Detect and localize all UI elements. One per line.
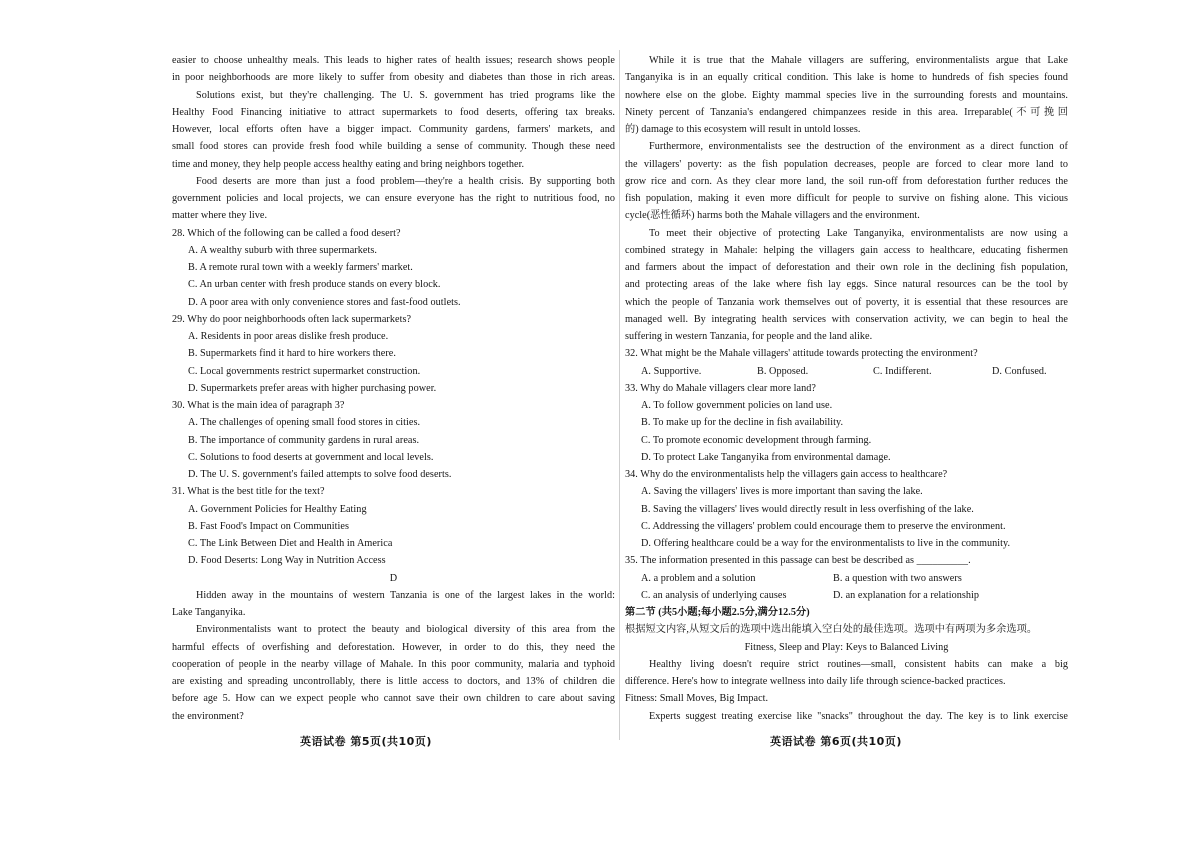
- text-line: which the people of Tanzania work themselves out of poverty, it is essential that these resources are: [625, 296, 1068, 308]
- option: D. The U. S. government's failed attempts to solve food deserts.: [188, 469, 452, 480]
- option: A. Supportive.: [641, 365, 702, 377]
- question-28: 28. Which of the following can be called a food desert?: [172, 227, 401, 239]
- option: A. A wealthy suburb with three supermarkets.: [188, 244, 377, 256]
- text-line: the villagers' poverty: as the fish population decreases, people are forced to clear more land to: [625, 158, 1068, 170]
- option: D. A poor area with only convenience stores and fast-food outlets.: [188, 296, 461, 308]
- text-line: matter where they live.: [172, 210, 268, 222]
- text-line: harmful effects of overfishing and deforestation. However, in order to do this, they need the: [172, 641, 615, 653]
- text-line: Environmentalists want to protect the beauty and biological diversity of this area from the: [196, 624, 615, 636]
- option: B. Supermarkets find it hard to hire workers there.: [188, 348, 396, 360]
- text-line: Experts suggest treating exercise like "snacks" throughout the day. The key is to link exercise: [649, 710, 1068, 722]
- option: D. an explanation for a relationship: [833, 589, 980, 601]
- option: D. Offering healthcare could be a way for the environmentalists to live in the community.: [641, 538, 1011, 549]
- option: C. Solutions to food deserts at government and local levels.: [188, 451, 434, 463]
- text-line: and protecting areas of the lake where fish lay eggs. Since natural resources can be the tool by: [625, 279, 1068, 291]
- question-32-options: [625, 363, 1068, 380]
- subheading: Fitness: Small Moves, Big Impact.: [625, 693, 769, 705]
- option: A. Saving the villagers' lives is more important than saving the lake.: [641, 486, 923, 498]
- passage-title: Fitness, Sleep and Play: Keys to Balanced Living: [744, 641, 949, 653]
- text-line: difference. Here's how to integrate wellness into daily life through science-backed practices.: [625, 676, 1006, 687]
- text-line: Solutions exist, but they're challenging. The U. S. government has tried programs like the: [196, 89, 615, 101]
- text-line: To meet their objective of protecting Lake Tanganyika, environmentalists are now using a: [649, 227, 1068, 239]
- question-35: 35. The information presented in this passage can best be described as __________.: [625, 555, 971, 567]
- option: B. Opposed.: [757, 365, 809, 377]
- text-line: the environment?: [172, 710, 244, 722]
- text-line: 的) damage to this ecosystem will result in untold losses.: [625, 124, 861, 135]
- question-32: 32. What might be the Mahale villagers' attitude towards protecting the environment?: [625, 348, 978, 360]
- question-33: 33. Why do Mahale villagers clear more land?: [625, 382, 816, 394]
- option: A. Government Policies for Healthy Eating: [188, 503, 367, 515]
- text-line: cycle(恶性循环) harms both the Mahale villagers and the environment.: [625, 210, 920, 222]
- text-line: combined strategy in Mahale: helping the villagers gain access to healthcare, educating fishermen: [625, 244, 1068, 256]
- question-35-options-row-2: [625, 587, 1068, 604]
- text-line: and farmers about the impact of deforestation and their own role in the declining fish population,: [625, 262, 1068, 273]
- passage-d-heading: D: [389, 572, 398, 584]
- text-line: fish population, making it even more difficult for people to survive on fishing alone. This vicious: [625, 193, 1068, 204]
- text-line: nowhere else on the globe. Eighty mammal species live in the surrounding forests and mountains.: [625, 89, 1068, 101]
- text-line: Food deserts are more than just a food problem—they're a health crisis. By supporting both: [196, 175, 615, 187]
- text-line: Healthy living doesn't require strict routines—small, consistent habits can make a big: [649, 658, 1068, 670]
- question-30: 30. What is the main idea of paragraph 3?: [172, 400, 345, 411]
- question-35-options-row-1: [625, 570, 1068, 587]
- text-line: in poor neighborhoods are more likely to suffer from obesity and diabetes than those in rich areas.: [172, 72, 615, 84]
- text-line: small food stores can provide fresh food while building a sense of community. Though these need: [172, 141, 615, 153]
- page-5-column: [172, 52, 615, 725]
- text-line: before age 5. How can we expect people who cannot save their own children to care about saving: [172, 693, 615, 705]
- question-34: 34. Why do the environmentalists help the villagers gain access to healthcare?: [625, 469, 948, 480]
- option: B. Fast Food's Impact on Communities: [188, 520, 349, 532]
- option: B. a question with two answers: [833, 572, 962, 584]
- page-6-column: [625, 52, 1068, 725]
- option: C. Local governments restrict supermarket construction.: [188, 365, 421, 377]
- column-divider: [619, 50, 620, 740]
- option: C. Indifferent.: [873, 365, 932, 377]
- option: A. a problem and a solution: [641, 572, 756, 584]
- text-line: Hidden away in the mountains of western Tanzania is one of the largest lakes in the world:: [196, 589, 615, 601]
- question-29: 29. Why do poor neighborhoods often lack supermarkets?: [172, 313, 412, 325]
- option: A. The challenges of opening small food stores in cities.: [188, 417, 421, 429]
- option: C. An urban center with fresh produce stands on every block.: [188, 279, 441, 291]
- question-31: 31. What is the best title for the text?: [172, 486, 325, 498]
- text-line: managed well. By integrating health services with conservation activity, we can begin to heal the: [625, 313, 1068, 325]
- text-line: easier to choose unhealthy meals. This leads to higher rates of health issues; research shows people: [172, 55, 615, 66]
- text-line: Ninety percent of Tanzania's endangered chimpanzees reside in this area. Irreparable(不可挽回: [625, 106, 1068, 118]
- text-line: However, local efforts often have a bigger impact. Community gardens, farmers' markets, and: [172, 124, 615, 135]
- option: A. To follow government policies on land use.: [641, 400, 833, 411]
- option: B. A remote rural town with a weekly farmers' market.: [188, 262, 413, 273]
- text-line: Tanganyika is in an equally critical condition. This lake is home to hundreds of fish species found: [625, 72, 1068, 84]
- option: B. Saving the villagers' lives would directly result in less overfishing of the lake.: [641, 503, 974, 515]
- option: C. The Link Between Diet and Health in America: [188, 538, 393, 549]
- section-two-heading: 第二节 (共5小题;每小题2.5分,满分12.5分): [625, 607, 810, 618]
- option: C. an analysis of underlying causes: [641, 589, 787, 601]
- option: B. The importance of community gardens in rural areas.: [188, 434, 420, 446]
- option: C. Addressing the villagers' problem could encourage them to preserve the environment.: [641, 520, 1006, 532]
- text-line: cooperation of people in the nearby village of Mahale. In this poor community, malaria and typhoid: [172, 658, 615, 670]
- option: D. Food Deserts: Long Way in Nutrition Access: [188, 555, 386, 567]
- option: B. To make up for the decline in fish availability.: [641, 417, 844, 429]
- text-line: are existing and spreading uncontrollably, there is little access to doctors, and 13% of children die: [172, 676, 615, 687]
- text-line: While it is true that the Mahale villagers are suffering, environmentalists argue that Lake: [649, 55, 1068, 66]
- text-line: Lake Tanganyika.: [172, 607, 246, 618]
- option: D. To protect Lake Tanganyika from environmental damage.: [641, 451, 891, 463]
- section-two-instructions: 根据短文内容,从短文后的选项中选出能填入空白处的最佳选项。选项中有两项为多余选项。: [625, 624, 1038, 636]
- option: C. To promote economic development through farming.: [641, 434, 872, 446]
- text-line: Furthermore, environmentalists see the destruction of the environment as a direct function of: [649, 141, 1068, 153]
- text-line: grow rice and corn. As they clear more land, the soil run-off from deforestation further reduces the: [625, 175, 1068, 187]
- text-line: government policies and local projects, we can ensure everyone has the right to nutritious food, no: [172, 193, 615, 204]
- option: D. Confused.: [992, 365, 1047, 377]
- option: D. Supermarkets prefer areas with higher purchasing power.: [188, 382, 437, 394]
- page-5-footer: 英语试卷 第5页(共10页): [300, 735, 432, 748]
- text-line: suffering in western Tanzania, for people and the land alike.: [625, 331, 873, 342]
- page-6-footer: 英语试卷 第6页(共10页): [770, 735, 902, 748]
- text-line: time and money, they help people access healthy eating and bring neighbors together.: [172, 158, 525, 170]
- text-line: Healthy Food Financing initiative to attract supermarkets to food deserts, offering tax breaks.: [172, 106, 615, 118]
- option: A. Residents in poor areas dislike fresh produce.: [188, 331, 389, 342]
